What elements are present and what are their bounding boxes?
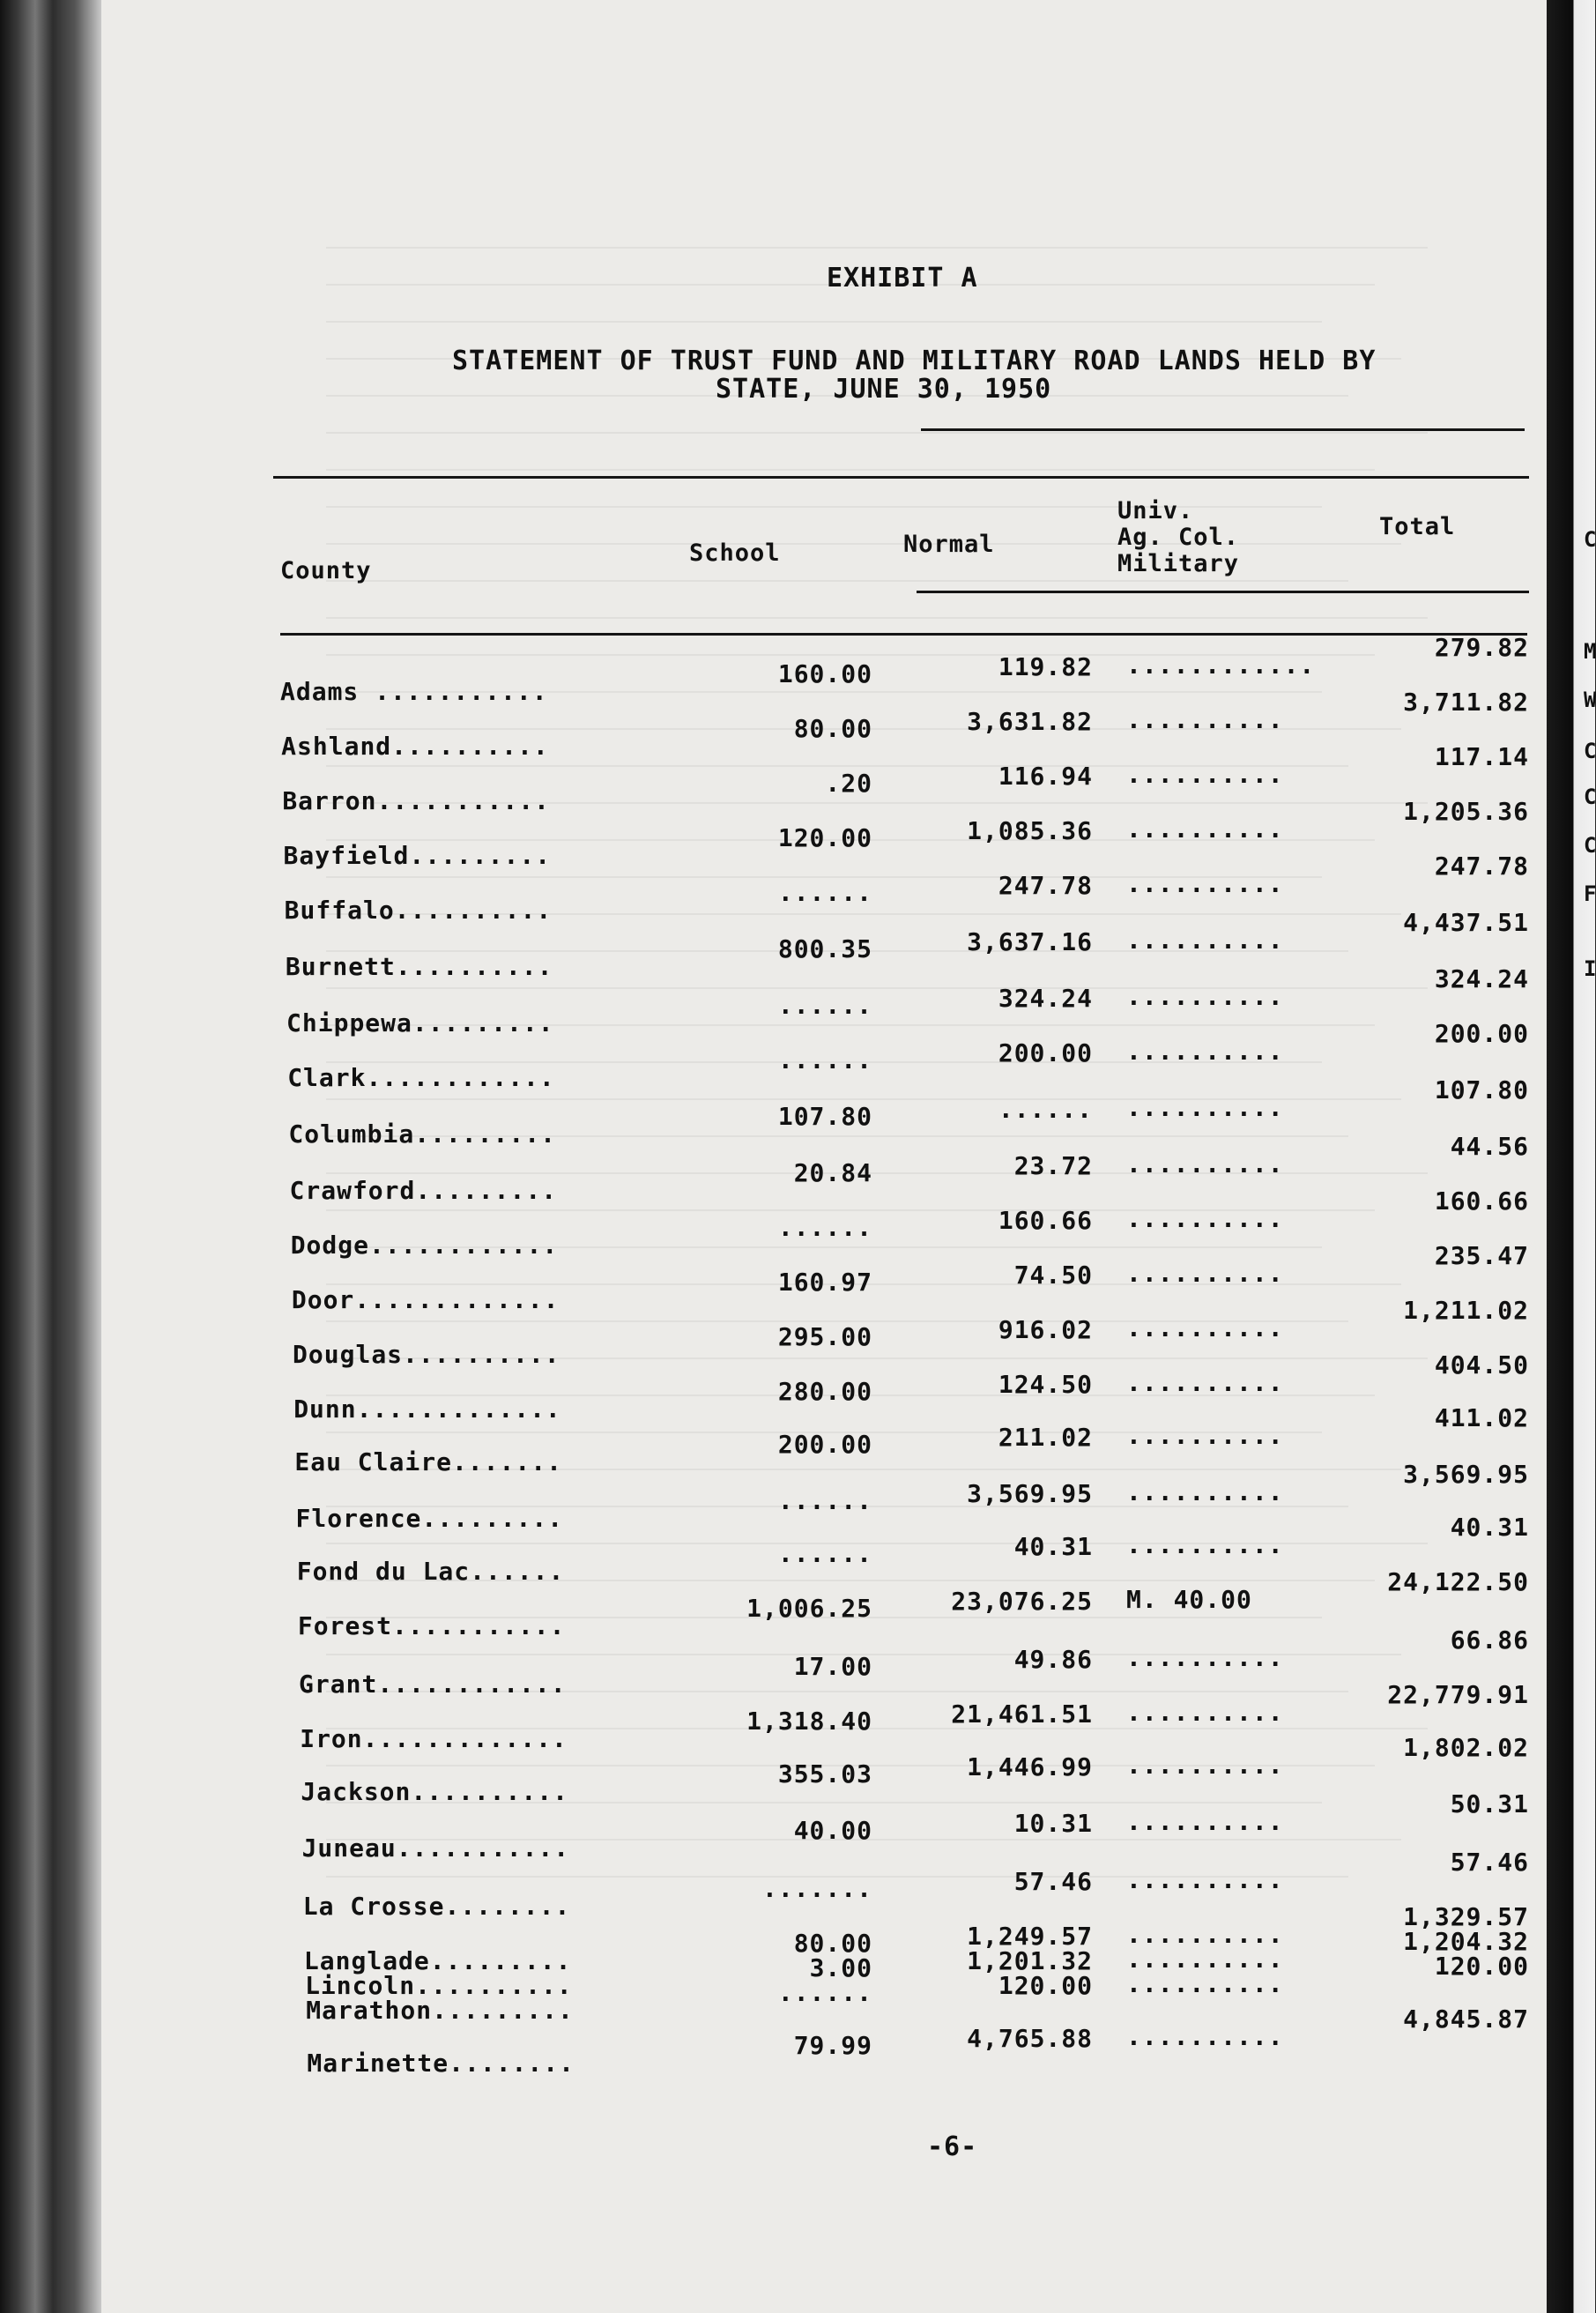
row-normal: 23.72 [1013, 1151, 1093, 1180]
row-school: 120.00 [777, 823, 872, 852]
exhibit-label: EXHIBIT A [827, 263, 978, 294]
bleed-line [326, 617, 1428, 619]
row-normal: 10.31 [1013, 1809, 1093, 1838]
row-total: 411.02 [1434, 1403, 1529, 1432]
row-county: Burnett.......... [285, 952, 553, 981]
row-normal: 40.31 [1013, 1532, 1093, 1561]
row-total: 200.00 [1434, 1019, 1529, 1048]
row-total: 4,845.87 [1403, 2004, 1529, 2034]
row-normal: 3,631.82 [967, 707, 1093, 736]
binder-edge [0, 0, 101, 2313]
edge-fragment: I [1584, 956, 1596, 981]
row-total: 57.46 [1450, 1848, 1529, 1877]
row-county: Eau Claire....... [294, 1447, 562, 1476]
row-univ: .......... [1126, 869, 1284, 898]
row-normal: 3,569.95 [967, 1479, 1093, 1508]
row-normal: 200.00 [998, 1038, 1093, 1067]
row-normal: 1,249.57 [967, 1922, 1093, 1951]
row-county: Douglas.......... [293, 1340, 560, 1369]
row-school: 1,318.40 [746, 1707, 872, 1736]
bleed-line [326, 580, 1348, 582]
row-school: ...... [777, 991, 872, 1020]
row-normal: 916.02 [998, 1315, 1093, 1344]
row-county: Dodge............ [290, 1231, 559, 1260]
row-school: 20.84 [793, 1158, 872, 1187]
row-normal: 49.86 [1013, 1645, 1093, 1674]
row-school: 280.00 [777, 1377, 872, 1406]
row-normal: 74.50 [1013, 1261, 1093, 1290]
row-total: 235.47 [1434, 1241, 1529, 1270]
edge-fragment: C [1584, 527, 1596, 552]
row-county: Jackson.......... [301, 1777, 568, 1806]
row-county: Iron............. [300, 1724, 568, 1753]
row-school: ....... [761, 1874, 872, 1903]
row-univ: .......... [1126, 1530, 1284, 1559]
row-univ: .......... [1126, 760, 1284, 789]
row-school: 160.00 [777, 659, 872, 688]
row-normal: 119.82 [998, 652, 1093, 681]
row-total: 3,569.95 [1403, 1460, 1529, 1489]
row-total: 1,211.02 [1403, 1296, 1529, 1325]
bleed-line [326, 247, 1428, 249]
row-total: 117.14 [1434, 742, 1529, 771]
row-total: 324.24 [1434, 964, 1529, 993]
row-normal: 1,201.32 [967, 1946, 1093, 1975]
row-total: 1,205.36 [1403, 797, 1529, 826]
row-school: 160.97 [777, 1268, 872, 1297]
row-total: 107.80 [1434, 1075, 1529, 1104]
column-header-total: Total [1379, 513, 1456, 540]
row-county: Florence......... [295, 1504, 564, 1533]
edge-fragment: F [1584, 881, 1596, 906]
row-normal: 57.46 [1013, 1867, 1093, 1896]
row-univ: .......... [1126, 1421, 1284, 1450]
row-school: ...... [777, 1486, 872, 1515]
row-county: Juneau........... [301, 1833, 570, 1863]
row-school: ...... [777, 1978, 872, 2007]
row-normal: 124.50 [998, 1370, 1093, 1399]
row-univ: .......... [1126, 1643, 1284, 1672]
row-total: 279.82 [1434, 633, 1529, 662]
column-header-county: County [280, 557, 372, 584]
row-school: 200.00 [777, 1430, 872, 1459]
row-total: 120.00 [1434, 1952, 1529, 1981]
edge-fragment: M [1584, 639, 1596, 664]
row-county: Bayfield......... [283, 841, 552, 870]
row-county: Grant............ [299, 1670, 567, 1699]
row-total: 50.31 [1450, 1789, 1529, 1818]
row-school: 79.99 [793, 2031, 872, 2060]
row-normal: 23,076.25 [951, 1587, 1093, 1616]
row-county: Forest........... [297, 1611, 566, 1640]
row-univ: .......... [1126, 1698, 1284, 1727]
row-univ: .......... [1126, 1204, 1284, 1233]
row-county: Clark............ [287, 1063, 555, 1092]
row-univ: .......... [1126, 1920, 1284, 1949]
title-line-1: STATEMENT OF TRUST FUND AND MILITARY ROAD LANDS HELD BY [452, 346, 1377, 376]
row-univ: .......... [1126, 926, 1284, 955]
row-school: 1,006.25 [746, 1594, 872, 1623]
row-univ: .......... [1126, 814, 1284, 844]
edge-fragment: C [1584, 739, 1596, 763]
row-school: .20 [825, 769, 872, 798]
row-school: 355.03 [777, 1759, 872, 1789]
row-univ: .......... [1126, 1865, 1284, 1894]
row-normal: 211.02 [998, 1423, 1093, 1452]
adjacent-page-edge [1547, 0, 1595, 2313]
row-school: ...... [777, 878, 872, 907]
row-univ: .......... [1126, 705, 1284, 734]
row-county: Chippewa......... [286, 1008, 554, 1038]
row-total: 24,122.50 [1387, 1567, 1529, 1596]
row-total: 22,779.91 [1387, 1680, 1529, 1709]
edge-fragment: W [1584, 688, 1596, 712]
bleed-line [326, 469, 1375, 471]
row-county: Door............. [291, 1285, 560, 1314]
page-number: -6- [927, 2131, 978, 2162]
row-normal: 21,461.51 [951, 1699, 1093, 1729]
row-total: 1,329.57 [1403, 1902, 1529, 1931]
row-univ: .......... [1126, 1751, 1284, 1780]
row-school: 3.00 [809, 1953, 872, 1982]
row-univ: .......... [1126, 1313, 1284, 1342]
row-univ: .......... [1126, 1969, 1284, 1998]
bleed-line [326, 432, 1428, 434]
row-normal: 247.78 [998, 871, 1093, 900]
row-total: 1,204.32 [1403, 1927, 1529, 1956]
row-univ: .......... [1126, 1259, 1284, 1288]
row-normal: 116.94 [998, 762, 1093, 791]
row-total: 1,802.02 [1403, 1733, 1529, 1762]
bleed-line [326, 321, 1322, 323]
row-county: Lincoln.......... [305, 1971, 573, 2000]
row-county: Adams ........... [280, 677, 548, 706]
row-normal: 1,085.36 [967, 816, 1093, 845]
row-normal: 324.24 [998, 984, 1093, 1013]
edge-fragment: C [1584, 785, 1596, 809]
column-header-univ-1: Univ. [1117, 497, 1194, 524]
row-county: La Crosse........ [302, 1892, 571, 1921]
header-rule-mid [917, 591, 1529, 593]
row-univ: .......... [1126, 982, 1284, 1011]
row-normal: ...... [998, 1095, 1093, 1124]
row-univ: .......... [1126, 2022, 1284, 2051]
row-total: 160.66 [1434, 1186, 1529, 1216]
row-univ: .......... [1126, 1149, 1284, 1179]
row-county: Buffalo.......... [284, 896, 553, 925]
row-univ: .......... [1126, 1037, 1284, 1066]
row-total: 66.86 [1450, 1625, 1529, 1655]
row-school: 800.35 [777, 934, 872, 963]
row-univ: .......... [1126, 1093, 1284, 1122]
row-total: 4,437.51 [1403, 908, 1529, 937]
column-header-school: School [689, 539, 781, 567]
row-univ: ............ [1126, 651, 1316, 680]
row-school: 17.00 [793, 1652, 872, 1681]
row-school: 295.00 [777, 1322, 872, 1351]
row-normal: 1,446.99 [967, 1752, 1093, 1781]
title-line-2: STATE, JUNE 30, 1950 [716, 374, 1052, 405]
header-rule-top-right [921, 428, 1525, 431]
column-header-normal: Normal [903, 531, 995, 558]
row-county: Marinette........ [307, 2049, 575, 2078]
column-header-univ-3: Military [1117, 550, 1240, 577]
row-county: Columbia......... [288, 1119, 556, 1149]
row-total: 247.78 [1434, 852, 1529, 881]
row-total: 44.56 [1450, 1132, 1529, 1161]
row-county: Langlade......... [303, 1946, 572, 1975]
row-school: 80.00 [793, 1929, 872, 1958]
row-county: Ashland.......... [281, 732, 549, 761]
edge-fragment: C [1584, 833, 1596, 858]
bleed-line [326, 543, 1401, 545]
row-school: ...... [777, 1539, 872, 1568]
row-school: ...... [777, 1213, 872, 1242]
row-univ: .......... [1126, 1807, 1284, 1836]
row-univ: M. 40.00 [1126, 1585, 1252, 1614]
row-school: 40.00 [793, 1816, 872, 1845]
row-school: 107.80 [777, 1102, 872, 1131]
row-normal: 120.00 [998, 1971, 1093, 2000]
row-county: Dunn............. [293, 1394, 561, 1424]
row-county: Fond du Lac...... [296, 1557, 565, 1586]
row-univ: .......... [1126, 1945, 1284, 1974]
row-total: 3,711.82 [1403, 688, 1529, 717]
row-county: Crawford......... [289, 1176, 558, 1205]
row-county: Barron........... [282, 786, 550, 815]
header-rule-top [273, 476, 1529, 479]
row-school: 80.00 [793, 714, 872, 743]
row-total: 40.31 [1450, 1513, 1529, 1542]
row-normal: 3,637.16 [967, 927, 1093, 956]
row-normal: 4,765.88 [967, 2024, 1093, 2053]
row-county: Marathon......... [306, 1996, 574, 2025]
row-school: ...... [777, 1045, 872, 1075]
row-total: 404.50 [1434, 1350, 1529, 1380]
column-header-univ-2: Ag. Col. [1117, 524, 1240, 551]
row-normal: 160.66 [998, 1206, 1093, 1235]
row-univ: .......... [1126, 1477, 1284, 1506]
row-univ: .......... [1126, 1368, 1284, 1397]
